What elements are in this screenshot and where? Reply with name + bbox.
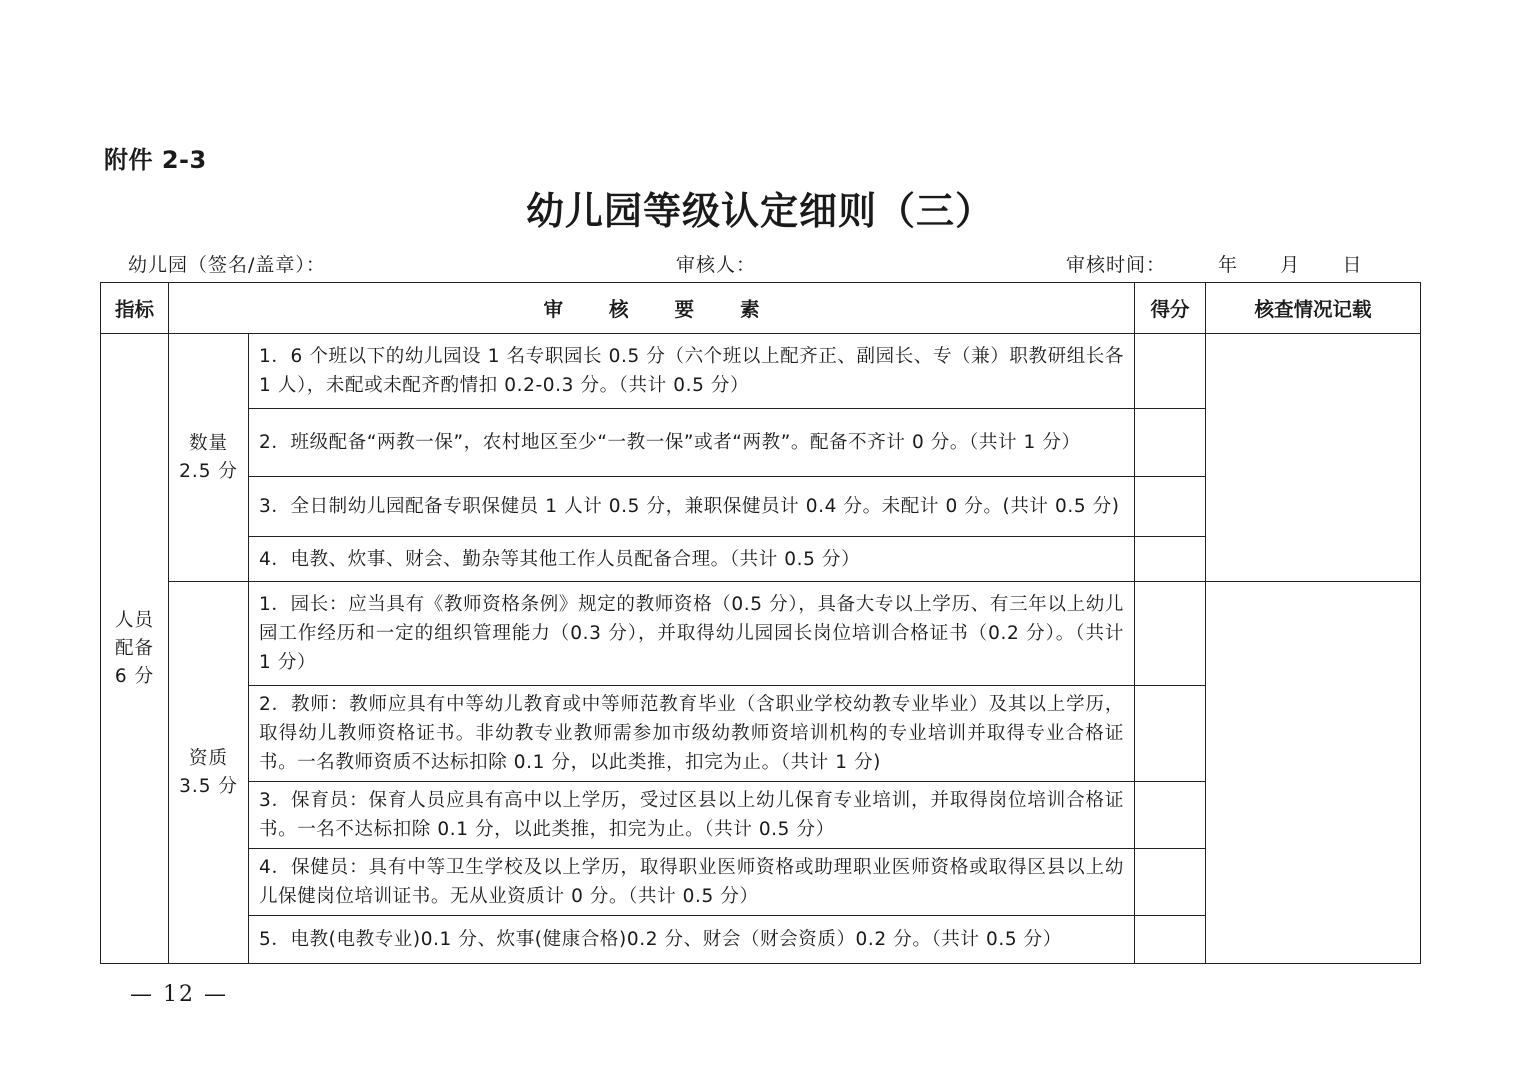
subgroup-quantity — [169, 334, 249, 582]
category-points: 6 分 — [114, 665, 155, 687]
header-record: 核查情况记载 — [1206, 283, 1421, 334]
record-cell[interactable] — [1206, 334, 1421, 582]
review-time-label: 审核时间： — [1066, 254, 1167, 276]
table-row — [101, 334, 1421, 409]
subgroup-name: 数量 — [188, 432, 228, 454]
category-line: 配备 — [114, 637, 154, 659]
table-header-row — [101, 283, 1421, 334]
kindergarten-signature-label: 幼儿园（签名/盖章）： — [128, 254, 326, 276]
record-cell[interactable] — [1206, 582, 1421, 964]
table-row — [101, 582, 1421, 686]
subgroup-points: 3.5 分 — [179, 775, 238, 797]
review-item: 4．电教、炊事、财会、勤杂等其他工作人员配备合理。（共计 0.5 分） — [249, 537, 1135, 582]
review-item: 2．教师：教师应具有中等幼儿教育或中等师范教育毕业（含职业学校幼教专业毕业）及其以上学历，取得幼儿教师资格证书。非幼教专业教师需参加市级幼教师资培训机构的专业培训并取得专业合格证书。一名教师资质不达标扣除 0.1 分，以此类推，扣完为止。（共计 1 分) — [249, 686, 1135, 782]
attachment-label: 附件 2-3 — [104, 146, 207, 174]
score-cell[interactable] — [1135, 409, 1206, 477]
subgroup-points: 2.5 分 — [179, 460, 238, 482]
review-item: 5．电教(电教专业)0.1 分、炊事(健康合格)0.2 分、财会（财会资质）0.2 分。（共计 0.5 分） — [249, 916, 1135, 964]
score-cell[interactable] — [1135, 334, 1206, 409]
score-cell[interactable] — [1135, 782, 1206, 849]
header-score: 得分 — [1135, 283, 1206, 334]
grading-table — [100, 282, 1421, 964]
score-cell[interactable] — [1135, 537, 1206, 582]
review-item: 1．6 个班以下的幼儿园设 1 名专职园长 0.5 分（六个班以上配齐正、副园长、专（兼）职教研组长各 1 人），未配或未配齐酌情扣 0.2-0.3 分。（共计 0.5 分） — [249, 334, 1135, 409]
subgroup-name: 资质 — [188, 747, 228, 769]
score-cell[interactable] — [1135, 582, 1206, 686]
review-item: 3．保育员：保育人员应具有高中以上学历，受过区县以上幼儿保育专业培训，并取得岗位培训合格证书。一名不达标扣除 0.1 分，以此类推，扣完为止。（共计 0.5 分） — [249, 782, 1135, 849]
page-title: 幼儿园等级认定细则（三） — [525, 188, 994, 233]
score-cell[interactable] — [1135, 477, 1206, 537]
score-cell[interactable] — [1135, 686, 1206, 782]
review-item: 3．全日制幼儿园配备专职保健员 1 人计 0.5 分，兼职保健员计 0.4 分。未配计 0 分。(共计 0.5 分) — [249, 477, 1135, 537]
header-review-elements: 审核要素 — [169, 283, 1135, 334]
review-item: 4．保健员：具有中等卫生学校及以上学历，取得职业医师资格或助理职业医师资格或取得区县以上幼儿保健岗位培训证书。无从业资质计 0 分。（共计 0.5 分） — [249, 849, 1135, 916]
review-item: 2．班级配备“两教一保”，农村地区至少“一教一保”或者“两教”。配备不齐计 0 分。（共计 1 分） — [249, 409, 1135, 477]
category-staffing — [101, 334, 169, 964]
subgroup-qualification — [169, 582, 249, 964]
category-line: 人员 — [114, 609, 154, 631]
review-item: 1．园长：应当具有《教师资格条例》规定的教师资格（0.5 分），具备大专以上学历、有三年以上幼儿园工作经历和一定的组织管理能力（0.3 分），并取得幼儿园园长岗位培训合格证书（0.2 分）。（共计 1 分） — [249, 582, 1135, 686]
score-cell[interactable] — [1135, 916, 1206, 964]
header-indicator: 指标 — [101, 283, 169, 334]
page-number: — 12 — — [130, 982, 228, 1007]
reviewer-label: 审核人： — [676, 254, 757, 276]
review-date-fields: 年 月 日 — [1218, 254, 1363, 276]
score-cell[interactable] — [1135, 849, 1206, 916]
